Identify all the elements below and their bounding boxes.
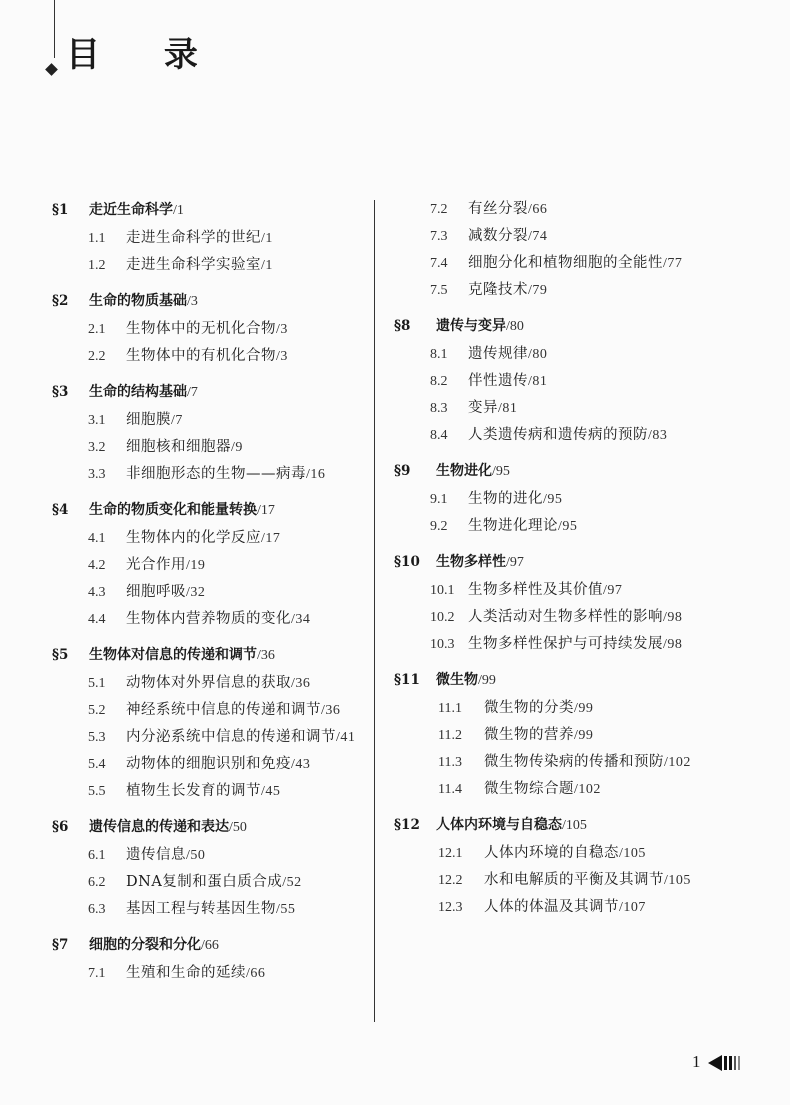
entry-text-group	[468, 368, 724, 395]
section-heading[interactable]	[52, 931, 364, 960]
entry-title: 生物多样性保护与可持续发展	[468, 636, 663, 652]
toc-entry[interactable]	[394, 894, 724, 921]
entry-page: /83	[648, 428, 668, 443]
page-arrow-icon	[708, 1053, 750, 1073]
entry-number: 3.2	[88, 440, 106, 455]
entry-title: 遗传规律	[468, 346, 528, 362]
entry-page: /98	[663, 610, 683, 625]
entry-page: /1	[261, 258, 273, 273]
entry-text-group	[484, 695, 724, 722]
toc-entry[interactable]	[394, 277, 724, 304]
toc-left-column	[52, 196, 364, 987]
entry-page: /81	[498, 401, 518, 416]
section-number: §4	[52, 502, 69, 518]
toc-entry[interactable]	[394, 840, 724, 867]
entry-number: 11.4	[438, 782, 462, 797]
section-heading[interactable]	[394, 457, 724, 486]
entry-number: 1.1	[88, 231, 106, 246]
entry-number: 8.1	[430, 347, 448, 362]
toc-entry[interactable]	[394, 422, 724, 449]
entry-number: 7.4	[430, 256, 448, 271]
entry-title: 伴性遗传	[468, 373, 528, 389]
toc-entry[interactable]	[394, 368, 724, 395]
entry-title: DNA复制和蛋白质合成	[126, 874, 283, 890]
entry-title: 水和电解质的平衡及其调节	[484, 872, 664, 888]
toc-entry[interactable]	[52, 225, 364, 252]
toc-entry[interactable]	[52, 579, 364, 606]
toc-section	[52, 196, 364, 279]
toc-section	[394, 457, 724, 540]
entry-page: /107	[619, 900, 646, 915]
section-gap	[394, 449, 724, 457]
entry-number: 8.4	[430, 428, 448, 443]
toc-entry[interactable]	[394, 631, 724, 658]
entry-number: 11.2	[438, 728, 462, 743]
entry-text-group	[484, 722, 724, 749]
entry-title: 生物进化理论	[468, 518, 558, 534]
entry-number: 2.1	[88, 322, 106, 337]
toc-entry[interactable]	[394, 604, 724, 631]
entry-title: 神经系统中信息的传递和调节	[126, 702, 321, 718]
entry-number: 5.2	[88, 703, 106, 718]
section-title: 人体内环境与自稳态	[436, 817, 562, 833]
section-number: §11	[394, 672, 420, 688]
toc-section	[394, 666, 724, 803]
entry-page: /34	[291, 612, 311, 627]
entry-text-group	[126, 724, 364, 751]
section-number: §1	[52, 202, 69, 218]
entry-page: /50	[186, 848, 206, 863]
section-gap	[52, 923, 364, 931]
entry-title: 人体的体温及其调节	[484, 899, 619, 915]
toc-entry[interactable]	[52, 960, 364, 987]
section-heading[interactable]	[394, 666, 724, 695]
toc-entry[interactable]	[52, 407, 364, 434]
entry-number: 9.2	[430, 519, 448, 534]
toc-entry[interactable]	[394, 513, 724, 540]
section-number: §5	[52, 647, 69, 663]
entry-text-group	[126, 751, 364, 778]
entry-title: 生物的进化	[468, 491, 543, 507]
toc-section	[394, 811, 724, 921]
entry-title: 走进生命科学实验室	[126, 257, 261, 273]
entry-text-group	[484, 776, 724, 803]
entry-title: 非细胞形态的生物——病毒	[126, 466, 306, 482]
section-title: 微生物	[436, 672, 478, 688]
entry-text-group	[468, 196, 724, 223]
entry-page: /74	[528, 229, 548, 244]
entry-title: 生物体中的有机化合物	[126, 348, 276, 364]
entry-title: 生物体内的化学反应	[126, 530, 261, 546]
section-heading[interactable]	[394, 811, 724, 840]
entry-text-group	[468, 277, 724, 304]
section-heading[interactable]	[394, 312, 724, 341]
section-number: §12	[394, 817, 420, 833]
entry-page: /95	[543, 492, 563, 507]
entry-page: /3	[276, 322, 288, 337]
entry-title: 动物体的细胞识别和免疫	[126, 756, 291, 772]
section-number: §7	[52, 937, 69, 953]
entry-page: /79	[528, 283, 548, 298]
entry-number: 3.1	[88, 413, 106, 428]
entry-text-group	[468, 341, 724, 368]
entry-page: /52	[282, 875, 302, 890]
entry-title: 克隆技术	[468, 282, 528, 298]
entry-page: /98	[663, 637, 683, 652]
section-title: 生物体对信息的传递和调节	[89, 647, 257, 663]
toc-entry[interactable]	[52, 842, 364, 869]
entry-title: 基因工程与转基因生物	[126, 901, 276, 917]
entry-number: 8.3	[430, 401, 448, 416]
section-number: §10	[394, 554, 420, 570]
entry-number: 5.5	[88, 784, 106, 799]
toc-section	[394, 548, 724, 658]
entry-page: /45	[261, 784, 281, 799]
entry-text-group	[126, 343, 364, 370]
entry-number: 1.2	[88, 258, 106, 273]
section-title-group	[436, 457, 510, 486]
section-gap	[52, 805, 364, 813]
section-title: 细胞的分裂和分化	[89, 937, 201, 953]
entry-text-group	[126, 842, 364, 869]
section-page: /105	[562, 818, 587, 833]
entry-text-group	[468, 513, 724, 540]
entry-number: 11.3	[438, 755, 462, 770]
entry-page: /102	[664, 755, 691, 770]
section-title: 生命的结构基础	[89, 384, 187, 400]
section-title: 生物多样性	[436, 554, 506, 570]
entry-title: 生物体内营养物质的变化	[126, 611, 291, 627]
top-rule	[54, 0, 55, 58]
entry-text-group	[468, 486, 724, 513]
toc-entry[interactable]	[52, 697, 364, 724]
section-title-group	[89, 287, 198, 316]
entry-title: 生物体中的无机化合物	[126, 321, 276, 337]
entry-number: 5.3	[88, 730, 106, 745]
toc-entry[interactable]	[394, 196, 724, 223]
entry-page: /36	[321, 703, 341, 718]
section-page: /7	[187, 385, 198, 400]
section-number: §3	[52, 384, 69, 400]
entry-page: /3	[276, 349, 288, 364]
toc-section	[52, 378, 364, 488]
entry-page: /19	[186, 558, 206, 573]
entry-page: /105	[619, 846, 646, 861]
entry-number: 12.2	[438, 873, 463, 888]
entry-page: /32	[186, 585, 206, 600]
entry-page: /97	[603, 583, 623, 598]
section-page: /99	[478, 673, 496, 688]
section-title-group	[89, 641, 275, 670]
entry-number: 5.1	[88, 676, 106, 691]
section-title-group	[89, 813, 247, 842]
entry-title: 生物多样性及其价值	[468, 582, 603, 598]
entry-title: 内分泌系统中信息的传递和调节	[126, 729, 336, 745]
section-heading[interactable]	[52, 378, 364, 407]
entry-page: /9	[231, 440, 243, 455]
column-divider	[374, 200, 375, 1022]
entry-number: 9.1	[430, 492, 448, 507]
entry-text-group	[126, 606, 364, 633]
entry-text-group	[126, 225, 364, 252]
entry-title: 细胞核和细胞器	[126, 439, 231, 455]
entry-page: /99	[574, 728, 594, 743]
entry-text-group	[126, 407, 364, 434]
entry-title: 微生物的分类	[484, 700, 574, 716]
entry-number: 8.2	[430, 374, 448, 389]
toc-entry[interactable]	[394, 695, 724, 722]
entry-title: 微生物的营养	[484, 727, 574, 743]
entry-text-group	[126, 316, 364, 343]
section-title: 遗传与变异	[436, 318, 506, 334]
section-title-group	[436, 312, 524, 341]
entry-text-group	[468, 577, 724, 604]
entry-text-group	[468, 395, 724, 422]
section-gap	[52, 370, 364, 378]
entry-title: 细胞呼吸	[126, 584, 186, 600]
entry-title: 人体内环境的自稳态	[484, 845, 619, 861]
entry-number: 5.4	[88, 757, 106, 772]
toc-entry[interactable]	[394, 749, 724, 776]
toc-section	[52, 931, 364, 987]
section-number: §8	[394, 318, 411, 334]
entry-page: /36	[291, 676, 311, 691]
toc-section	[52, 496, 364, 633]
section-gap	[52, 279, 364, 287]
entry-title: 遗传信息	[126, 847, 186, 863]
entry-page: /102	[574, 782, 601, 797]
section-number: §9	[394, 463, 411, 479]
section-gap	[394, 304, 724, 312]
page-title: 目 录	[66, 35, 224, 75]
toc-entry[interactable]	[52, 896, 364, 923]
entry-text-group	[126, 461, 364, 488]
entry-title: 生殖和生命的延续	[126, 965, 246, 981]
entry-number: 7.5	[430, 283, 448, 298]
entry-text-group	[126, 579, 364, 606]
toc-section	[52, 641, 364, 805]
section-page: /1	[173, 203, 184, 218]
entry-number: 6.3	[88, 902, 106, 917]
entry-title: 减数分裂	[468, 228, 528, 244]
entry-number: 4.3	[88, 585, 106, 600]
entry-number: 4.4	[88, 612, 106, 627]
toc-entry[interactable]	[52, 316, 364, 343]
entry-title: 动物体对外界信息的获取	[126, 675, 291, 691]
entry-number: 12.3	[438, 900, 463, 915]
section-page: /36	[257, 648, 275, 663]
diamond-bullet-icon	[45, 63, 58, 76]
toc-entry[interactable]	[52, 751, 364, 778]
section-heading[interactable]	[52, 641, 364, 670]
entry-text-group	[468, 631, 724, 658]
section-page: /50	[229, 820, 247, 835]
toc-entry[interactable]	[52, 670, 364, 697]
section-title: 生命的物质变化和能量转换	[89, 502, 257, 518]
section-gap	[52, 488, 364, 496]
section-title: 走近生命科学	[89, 202, 173, 218]
section-title-group	[436, 548, 524, 577]
entry-page: /99	[574, 701, 594, 716]
entry-text-group	[126, 697, 364, 724]
toc-entry[interactable]	[52, 724, 364, 751]
section-title: 生命的物质基础	[89, 293, 187, 309]
entry-text-group	[126, 869, 364, 896]
entry-text-group	[126, 552, 364, 579]
entry-page: /77	[663, 256, 683, 271]
section-title-group	[89, 931, 219, 960]
section-heading[interactable]	[394, 548, 724, 577]
entry-page: /17	[261, 531, 281, 546]
entry-title: 人类遗传病和遗传病的预防	[468, 427, 648, 443]
page-number: 1	[692, 1052, 701, 1071]
toc-entry[interactable]	[394, 867, 724, 894]
section-page: /66	[201, 938, 219, 953]
entry-text-group	[126, 896, 364, 923]
entry-title: 人类活动对生物多样性的影响	[468, 609, 663, 625]
toc-entry[interactable]	[394, 341, 724, 368]
toc-entry[interactable]	[52, 869, 364, 896]
entry-number: 10.2	[430, 610, 455, 625]
toc-entry[interactable]	[394, 776, 724, 803]
entry-text-group	[468, 422, 724, 449]
entry-number: 6.2	[88, 875, 106, 890]
entry-text-group	[126, 670, 364, 697]
section-gap	[394, 658, 724, 666]
entry-page: /66	[246, 966, 266, 981]
entry-text-group	[468, 223, 724, 250]
section-page: /3	[187, 294, 198, 309]
entry-title: 有丝分裂	[468, 201, 528, 217]
section-title: 生物进化	[436, 463, 492, 479]
entry-title: 走进生命科学的世纪	[126, 230, 261, 246]
section-page: /97	[506, 555, 524, 570]
toc-entry[interactable]	[52, 461, 364, 488]
entry-text-group	[484, 749, 724, 776]
toc-section	[394, 312, 724, 449]
section-heading[interactable]	[52, 196, 364, 225]
section-number: §2	[52, 293, 69, 309]
toc-entry[interactable]	[394, 395, 724, 422]
section-title-group	[89, 378, 198, 407]
entry-page: /55	[276, 902, 296, 917]
entry-number: 10.1	[430, 583, 455, 598]
entry-title: 微生物综合题	[484, 781, 574, 797]
entry-title: 细胞分化和植物细胞的全能性	[468, 255, 663, 271]
toc-section	[52, 813, 364, 923]
entry-page: /16	[306, 467, 326, 482]
entry-number: 6.1	[88, 848, 106, 863]
entry-page: /1	[261, 231, 273, 246]
toc-section	[394, 196, 724, 304]
entry-page: /7	[171, 413, 183, 428]
entry-title: 变异	[468, 400, 498, 416]
section-page: /17	[257, 503, 275, 518]
section-heading[interactable]	[52, 813, 364, 842]
entry-text-group	[484, 867, 724, 894]
toc-entry[interactable]	[52, 252, 364, 279]
toc-entry[interactable]	[52, 552, 364, 579]
section-title-group	[89, 496, 275, 525]
section-page: /80	[506, 319, 524, 334]
entry-number: 10.3	[430, 637, 455, 652]
entry-title: 微生物传染病的传播和预防	[484, 754, 664, 770]
section-title-group	[436, 666, 496, 695]
entry-text-group	[468, 604, 724, 631]
toc-entry[interactable]	[394, 250, 724, 277]
entry-title: 植物生长发育的调节	[126, 783, 261, 799]
section-heading[interactable]	[52, 496, 364, 525]
section-gap	[394, 803, 724, 811]
entry-number: 2.2	[88, 349, 106, 364]
entry-text-group	[126, 525, 364, 552]
entry-text-group	[484, 894, 724, 921]
section-number: §6	[52, 819, 69, 835]
entry-text-group	[126, 252, 364, 279]
toc-section	[52, 287, 364, 370]
toc-entry[interactable]	[394, 223, 724, 250]
toc-entry[interactable]	[394, 577, 724, 604]
entry-title: 细胞膜	[126, 412, 171, 428]
section-title-group	[89, 196, 184, 225]
entry-page: /41	[336, 730, 356, 745]
section-gap	[394, 540, 724, 548]
toc-entry[interactable]	[52, 343, 364, 370]
entry-number: 12.1	[438, 846, 463, 861]
toc-entry[interactable]	[394, 486, 724, 513]
toc-entry[interactable]	[52, 778, 364, 805]
entry-number: 11.1	[438, 701, 462, 716]
section-gap	[52, 633, 364, 641]
section-page: /95	[492, 464, 510, 479]
entry-number: 4.1	[88, 531, 106, 546]
section-heading[interactable]	[52, 287, 364, 316]
entry-page: /105	[664, 873, 691, 888]
entry-number: 7.2	[430, 202, 448, 217]
entry-page: /80	[528, 347, 548, 362]
entry-page: /43	[291, 757, 311, 772]
entry-number: 3.3	[88, 467, 106, 482]
toc-right-column	[394, 196, 724, 921]
entry-page: /81	[528, 374, 548, 389]
entry-text-group	[126, 434, 364, 461]
entry-text-group	[484, 840, 724, 867]
section-title-group	[436, 811, 587, 840]
entry-page: /95	[558, 519, 578, 534]
entry-number: 7.1	[88, 966, 106, 981]
toc-entry[interactable]	[52, 525, 364, 552]
entry-page: /66	[528, 202, 548, 217]
entry-number: 7.3	[430, 229, 448, 244]
entry-text-group	[468, 250, 724, 277]
section-title: 遗传信息的传递和表达	[89, 819, 229, 835]
entry-text-group	[126, 960, 364, 987]
toc-entry[interactable]	[52, 434, 364, 461]
entry-number: 4.2	[88, 558, 106, 573]
entry-title: 光合作用	[126, 557, 186, 573]
toc-entry[interactable]	[394, 722, 724, 749]
toc-entry[interactable]	[52, 606, 364, 633]
entry-text-group	[126, 778, 364, 805]
